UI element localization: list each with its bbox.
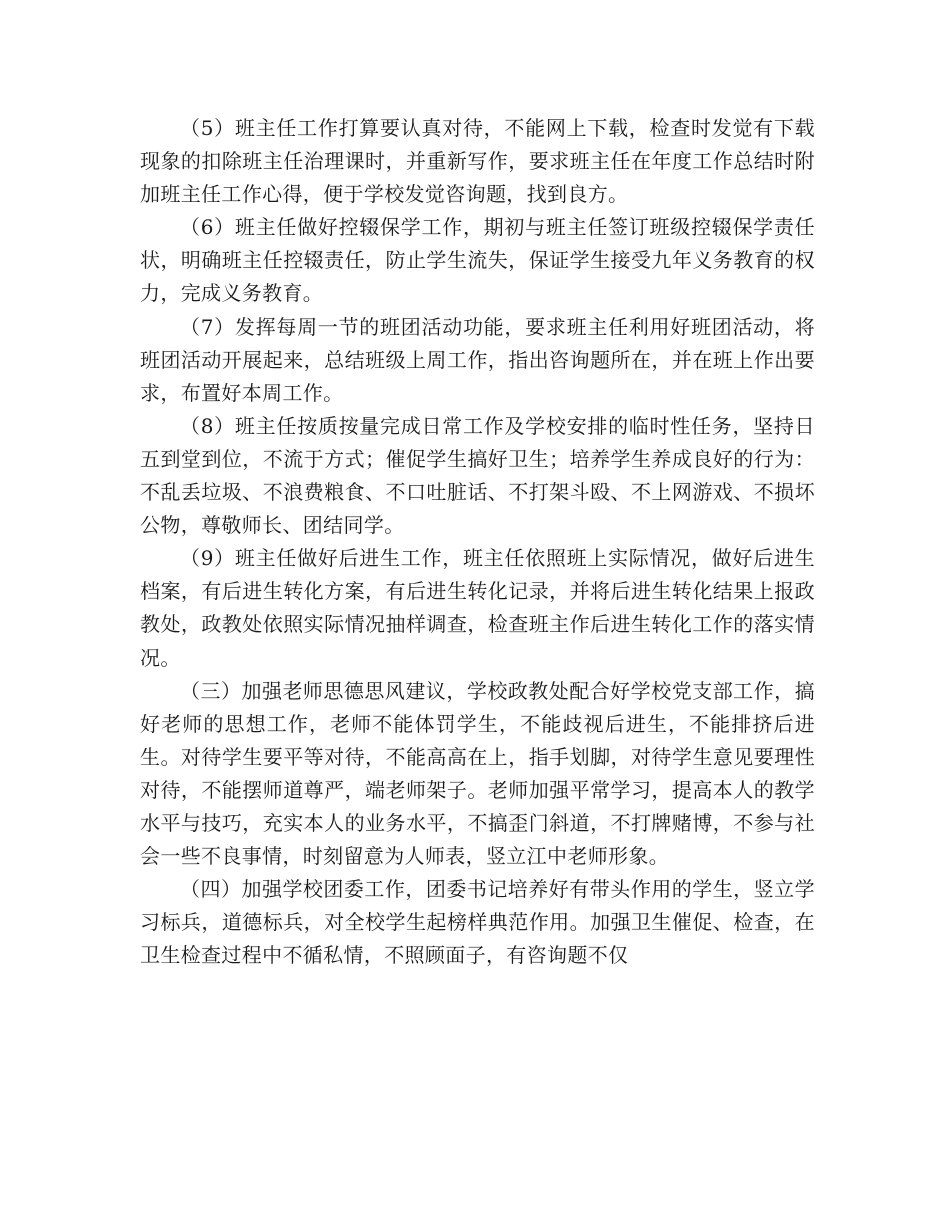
paragraph-5-plan: （5）班主任工作打算要认真对待，不能网上下载，检查时发觉有下载现象的扣除班主任治理课时，并重新写作，要求班主任在年度工作总结时附加班主任工作心得，便于学校发觉咨询题，找到良方。 <box>140 116 815 207</box>
paragraph-7-class-activity: （7）发挥每周一节的班团活动功能，要求班主任利用好班团活动，将班团活动开展起来，总结班级上周工作，指出咨询题所在，并在班上作出要求，布置好本周工作。 <box>140 314 815 405</box>
paragraph-3-teacher-ethics: （三）加强老师思德思风建议，学校政教处配合好学校党支部工作，搞好老师的思想工作，老师不能体罚学生，不能歧视后进生，不能排挤后进生。对待学生要平等对待，不能高高在上，指手划脚，对待学生意见要理性对待，不能摆师道尊严，端老师架子。老师加强平常学习，提高本人的教学水平与技巧，充实本人的业务水平，不搞歪门斜道，不打牌赌博，不参与社会一些不良事情，时刻留意为人师表，竖立江中老师形象。 <box>140 678 815 869</box>
paragraph-9-struggling-students: （9）班主任做好后进生工作，班主任依照班上实际情况，做好后进生档案，有后进生转化方案，有后进生转化记录，并将后进生转化结果上报政教处，政教处依照实际情况抽样调查，检查班主作后进生转化工作的落实情况。 <box>140 546 815 670</box>
document-body <box>140 112 815 972</box>
paragraph-4-youth-league: （四）加强学校团委工作，团委书记培养好有带头作用的学生，竖立学习标兵，道德标兵，对全校学生起榜样典范作用。加强卫生催促、检查，在卫生检查过程中不循私情，不照顾面子，有咨询题不仅 <box>140 877 815 968</box>
paragraph-6-dropout-control: （6）班主任做好控辍保学工作，期初与班主任签订班级控辍保学责任状，明确班主任控辍责任，防止学生流失，保证学生接受九年义务教育的权力，完成义务教育。 <box>140 215 815 306</box>
paragraph-8-daily-work: （8）班主任按质按量完成日常工作及学校安排的临时性任务，坚持日五到堂到位，不流于方式；催促学生搞好卫生；培养学生养成良好的行为：不乱丢垃圾、不浪费粮食、不口吐脏话、不打架斗殴、不上网游戏、不损坏公物，尊敬师长、团结同学。 <box>140 413 815 538</box>
